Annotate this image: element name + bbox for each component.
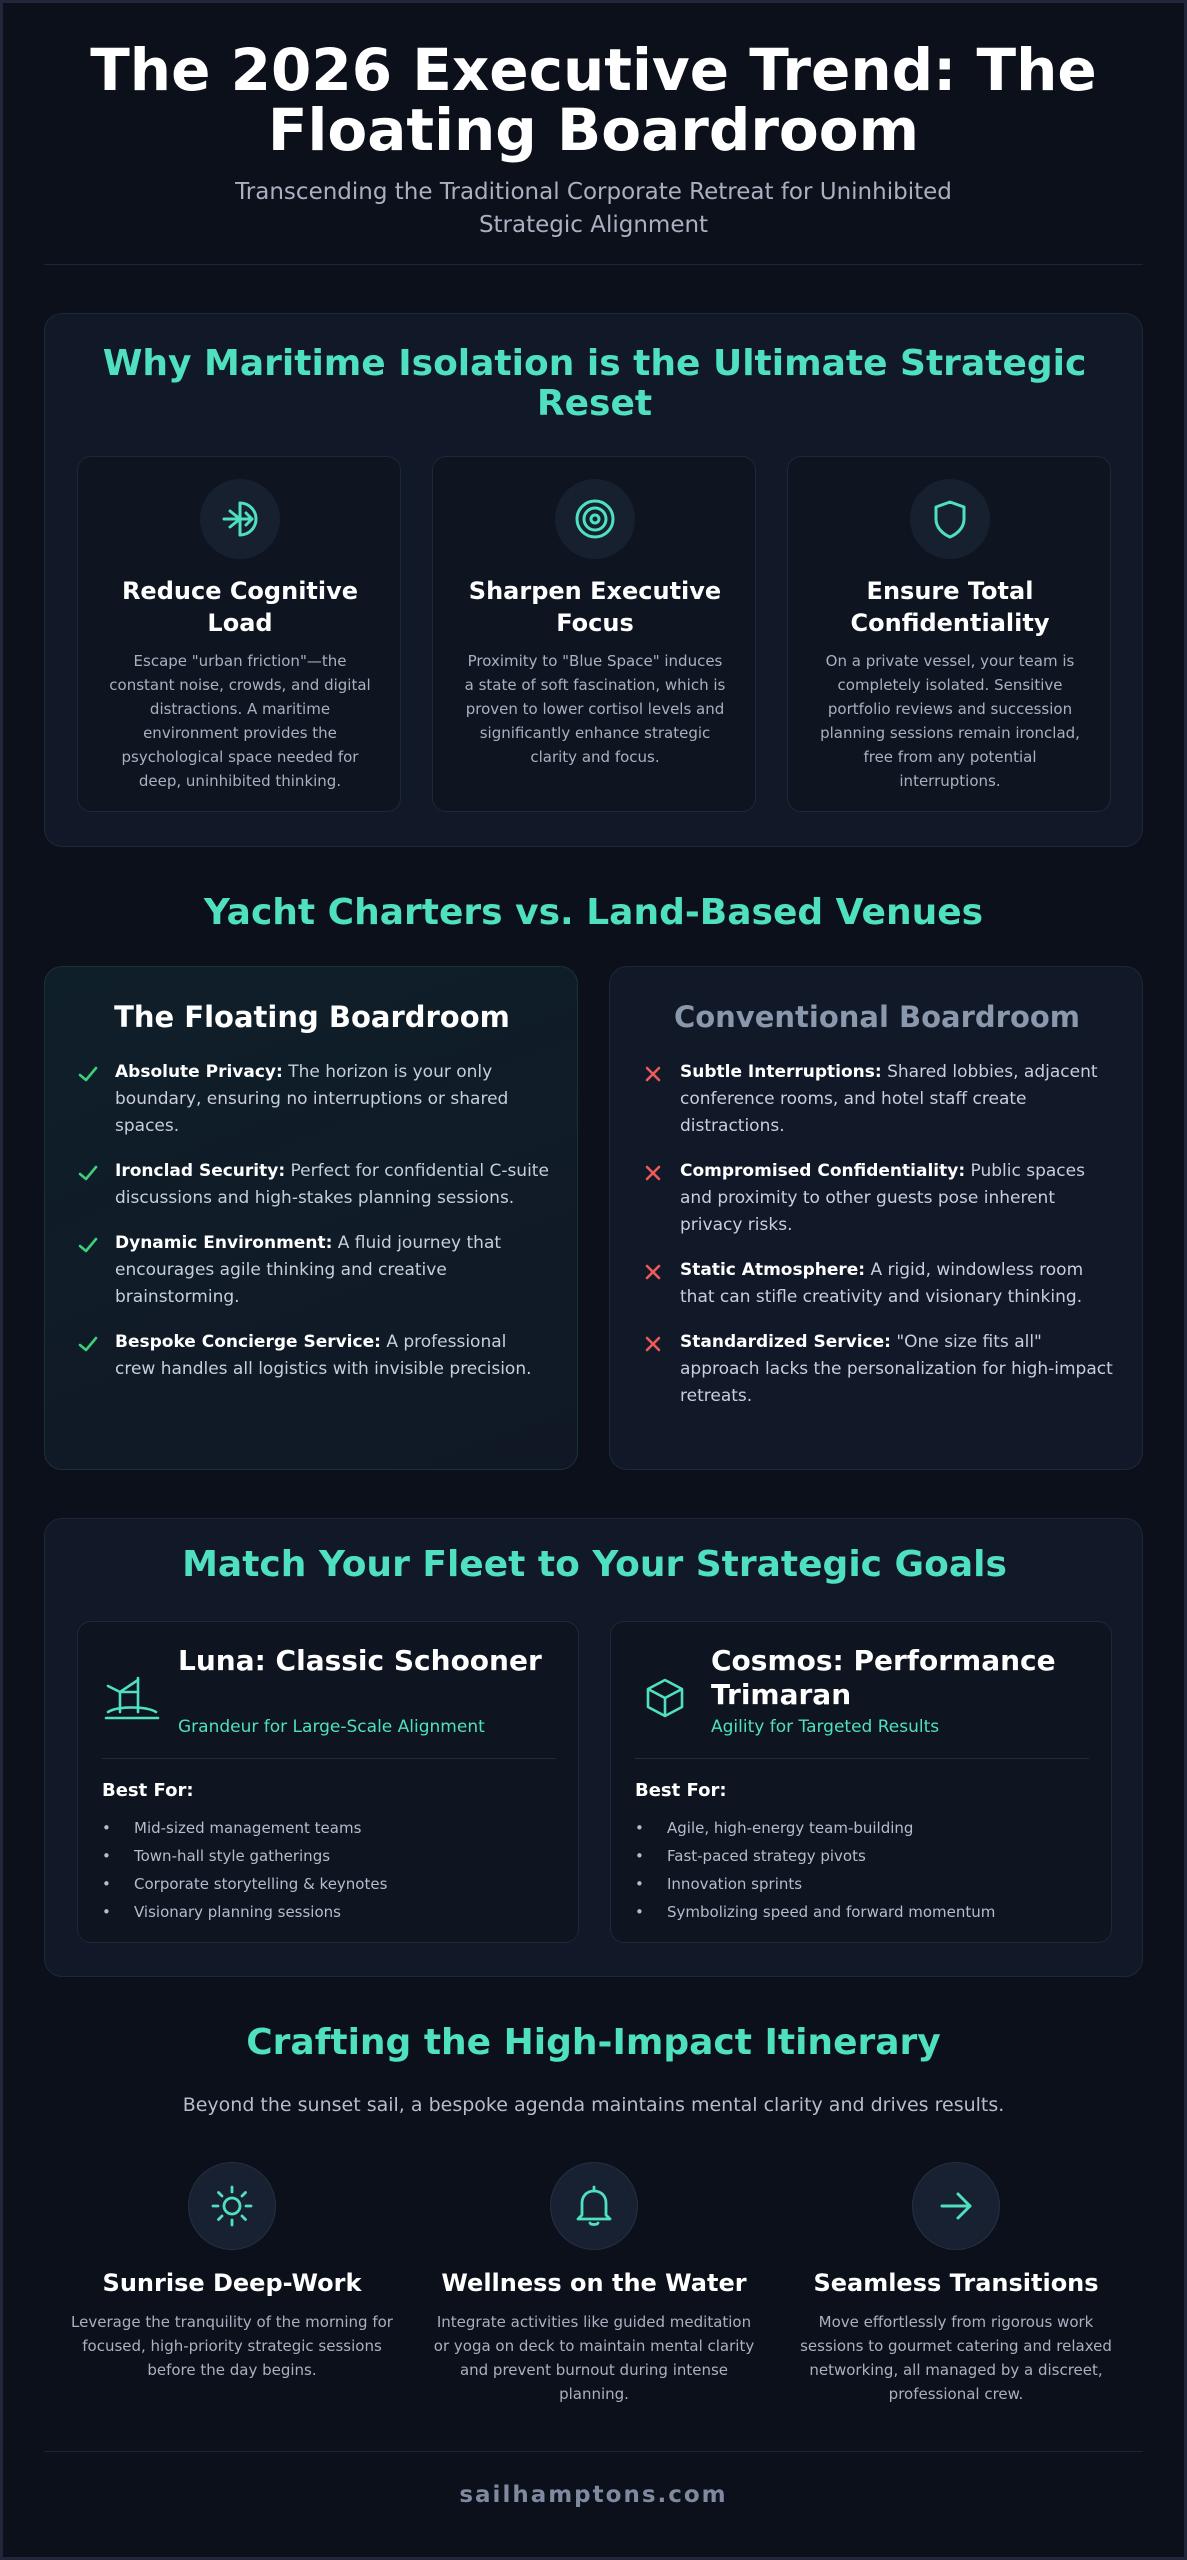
fleet-section <box>44 1518 1143 1977</box>
page-subtitle: Transcending the Traditional Corporate Retreat for Uninhibited Strategic Alignment <box>235 179 952 238</box>
step-text: Integrate activities like guided meditation or yoga on deck to maintain mental clarity and prevent burnout during intense planning. <box>433 2313 755 2403</box>
cross-icon <box>640 1259 666 1285</box>
item-label: Subtle Interruptions: <box>680 1062 882 1082</box>
why-section <box>44 313 1143 847</box>
item-label: Compromised Confidentiality: <box>680 1161 966 1181</box>
list-item: • Innovation sprints <box>635 1870 1089 1898</box>
arrow-right-icon <box>912 2162 1000 2250</box>
item-label: Ironclad Security: <box>115 1161 286 1181</box>
bell-icon <box>550 2162 638 2250</box>
cross-icon <box>640 1160 666 1186</box>
list-item <box>75 1230 549 1311</box>
header-divider <box>44 264 1143 265</box>
item-text: A rigid, windowless room that can stifle creativity and visionary thinking. <box>680 1260 1084 1307</box>
list-item: • Fast-paced strategy pivots <box>635 1842 1089 1870</box>
footer-divider <box>44 2451 1143 2452</box>
floating-boardroom-title: The Floating Boardroom <box>114 1000 510 1034</box>
item-text: A fluid journey that encourages agile thinking and creative brainstorming. <box>115 1233 502 1307</box>
check-icon <box>75 1061 101 1087</box>
boat-divider <box>102 1758 556 1759</box>
item-label: Standardized Service: <box>680 1332 891 1352</box>
conventional-boardroom-card <box>609 966 1143 1470</box>
check-icon <box>75 1331 101 1357</box>
pillar-reduce-cognitive-load <box>77 456 401 812</box>
list-item <box>640 1158 1114 1239</box>
list-item <box>75 1158 549 1212</box>
list-item <box>640 1329 1114 1410</box>
footer-site-link[interactable]: sailhamptons.com <box>459 2482 728 2508</box>
cube-icon <box>637 1670 693 1726</box>
sun-icon <box>188 2162 276 2250</box>
item-text: Public spaces and proximity to other guests pose inherent privacy risks. <box>680 1161 1085 1235</box>
best-for-label: Best For: <box>102 1780 194 1801</box>
compass-arrow-icon <box>200 479 280 559</box>
pillar-confidentiality <box>787 456 1111 812</box>
list-item: • Town-hall style gatherings <box>102 1842 556 1870</box>
step-title: Wellness on the Water <box>441 2269 747 2297</box>
floating-boardroom-card <box>44 966 578 1470</box>
list-item: • Visionary planning sessions <box>102 1898 556 1926</box>
boat-card-luna <box>77 1621 579 1943</box>
schooner-icon <box>104 1670 160 1726</box>
why-section-title: Why Maritime Isolation is the Ultimate Strategic Reset <box>102 343 1087 424</box>
comparison-title: Yacht Charters vs. Land-Based Venues <box>203 892 984 933</box>
boat-tagline: Agility for Targeted Results <box>711 1717 940 1737</box>
item-text: A professional crew handles all logistics with invisible precision. <box>115 1332 532 1379</box>
item-text: "One size fits all" approach lacks the personalization for high-impact retreats. <box>680 1332 1113 1406</box>
pillar-title: Ensure Total Confidentiality <box>850 577 1050 637</box>
list-item <box>75 1059 549 1140</box>
boat-divider <box>635 1758 1089 1759</box>
boat-tagline: Grandeur for Large-Scale Alignment <box>178 1717 485 1737</box>
target-icon <box>555 479 635 559</box>
item-text: Shared lobbies, adjacent conference rooms, and hotel staff create distractions. <box>680 1062 1098 1136</box>
list-item: • Corporate storytelling & keynotes <box>102 1870 556 1898</box>
item-label: Bespoke Concierge Service: <box>115 1332 381 1352</box>
fleet-section-title: Match Your Fleet to Your Strategic Goals <box>182 1544 1007 1585</box>
boat-name: Luna: Classic Schooner <box>178 1644 542 1677</box>
cross-icon <box>640 1331 666 1357</box>
item-text: Perfect for confidential C-suite discussions and high-stakes planning sessions. <box>115 1161 549 1208</box>
pillar-sharpen-focus <box>432 456 756 812</box>
step-text: Leverage the tranquility of the morning for focused, high-priority strategic sessions before the day begins. <box>71 2313 393 2379</box>
item-label: Dynamic Environment: <box>115 1233 333 1253</box>
list-item <box>640 1257 1114 1311</box>
itinerary-title: Crafting the High-Impact Itinerary <box>246 2022 941 2063</box>
item-label: Absolute Privacy: <box>115 1062 283 1082</box>
item-text: The horizon is your only boundary, ensuring no interruptions or shared spaces. <box>115 1062 509 1136</box>
page-title: The 2026 Executive Trend: The Floating Boardroom <box>90 36 1097 164</box>
list-item: • Symbolizing speed and forward momentum <box>635 1898 1089 1926</box>
list-item <box>640 1059 1114 1140</box>
step-text: Move effortlessly from rigorous work sessions to gourmet catering and relaxed networking, all managed by a discreet, professional crew. <box>800 2313 1112 2403</box>
floating-benefits-list <box>75 1059 549 1401</box>
shield-icon <box>910 479 990 559</box>
boat-name: Cosmos: Performance Trimaran <box>711 1644 1056 1711</box>
step-title: Sunrise Deep-Work <box>102 2269 362 2297</box>
list-item: • Agile, high-energy team-building <box>635 1814 1089 1842</box>
best-for-list <box>635 1814 1089 1926</box>
pillar-text: Proximity to "Blue Space" induces a state of soft fascination, which is proven to lower cortisol levels and significantly enhance strategic clarity and focus. <box>464 652 726 766</box>
pillar-text: On a private vessel, your team is completely isolated. Sensitive portfolio reviews and succession planning sessions remain ironclad, free from any potential interruptions. <box>820 652 1080 790</box>
step-title: Seamless Transitions <box>813 2269 1099 2297</box>
pillar-title: Reduce Cognitive Load <box>121 577 359 637</box>
best-for-label: Best For: <box>635 1780 727 1801</box>
item-label: Static Atmosphere: <box>680 1260 866 1280</box>
itinerary-lead: Beyond the sunset sail, a bespoke agenda maintains mental clarity and drives results. <box>182 2094 1005 2116</box>
cross-icon <box>640 1061 666 1087</box>
pillar-text: Escape "urban friction"—the constant noise, crowds, and digital distractions. A maritime environment provides the psychological space needed for deep, uninhibited thinking. <box>109 652 371 790</box>
conventional-boardroom-title: Conventional Boardroom <box>673 1000 1081 1034</box>
boat-card-cosmos <box>610 1621 1112 1943</box>
list-item: • Mid-sized management teams <box>102 1814 556 1842</box>
list-item <box>75 1329 549 1383</box>
conventional-drawbacks-list <box>640 1059 1114 1428</box>
check-icon <box>75 1160 101 1186</box>
best-for-list <box>102 1814 556 1926</box>
check-icon <box>75 1232 101 1258</box>
pillar-title: Sharpen Executive Focus <box>468 577 722 637</box>
